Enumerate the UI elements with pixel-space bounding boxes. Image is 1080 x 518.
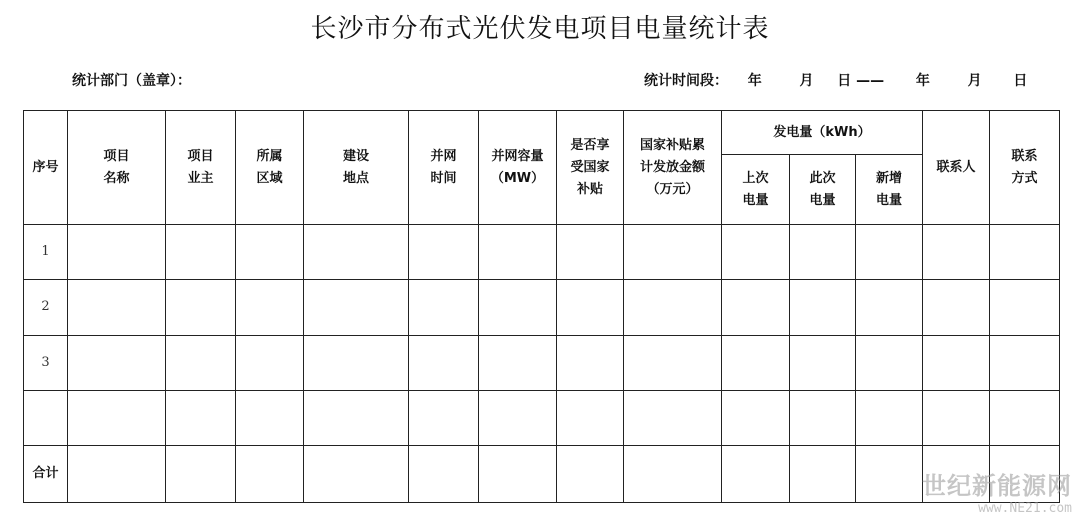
period-line [644,70,1027,90]
table-cell[interactable] [856,445,923,502]
table-row [24,225,1060,280]
table-cell[interactable] [990,225,1060,280]
table-cell[interactable] [68,390,166,445]
table-cell[interactable] [624,225,722,280]
total-row [24,445,1060,502]
total-label: 合计 [24,445,68,502]
header-row-1 [24,111,1060,155]
table-body [24,225,1060,446]
page-title: 长沙市分布式光伏发电项目电量统计表 [310,14,770,44]
table-cell[interactable] [68,335,166,390]
table-cell[interactable] [304,280,409,335]
table-cell[interactable] [624,280,722,335]
table-cell[interactable] [409,335,479,390]
table-cell[interactable] [557,280,624,335]
table-cell[interactable] [790,445,856,502]
start-year-label: 年 [747,73,762,89]
table-cell[interactable] [479,335,557,390]
header-capacity: 并网容量 （MW） [479,111,557,225]
table-cell[interactable] [68,280,166,335]
table-cell[interactable] [409,225,479,280]
table-cell[interactable] [166,280,236,335]
table-cell[interactable] [722,335,790,390]
header-location: 建设 地点 [304,111,409,225]
start-day-label: 日 [837,73,852,89]
watermark-title: 世纪新能源网 [922,472,1072,500]
table-cell[interactable] [923,335,990,390]
row-number: 3 [24,335,68,390]
table-cell[interactable] [557,225,624,280]
table-cell[interactable] [304,225,409,280]
table-cell[interactable] [304,335,409,390]
statistics-table [23,110,1060,503]
table-cell[interactable] [479,280,557,335]
table-cell[interactable] [557,390,624,445]
table-cell[interactable] [557,445,624,502]
table-cell[interactable] [856,280,923,335]
table-cell[interactable] [236,280,304,335]
header-gen-new: 新增 电量 [856,155,923,225]
table-cell[interactable] [409,445,479,502]
department-label: 统计部门（盖章）： [72,73,191,89]
table-cell[interactable] [68,445,166,502]
row-number [24,390,68,445]
table-cell[interactable] [236,225,304,280]
header-subsidy-amount: 国家补贴累 计发放金额 （万元） [624,111,722,225]
table-cell[interactable] [856,335,923,390]
table-row [24,335,1060,390]
table-cell[interactable] [722,280,790,335]
header-project-owner: 项目 业主 [166,111,236,225]
table-row [24,280,1060,335]
header-grid-time: 并网 时间 [409,111,479,225]
watermark-url: www.NE21.com [978,501,1072,516]
range-dash: —— [856,73,885,89]
header-region: 所属 区域 [236,111,304,225]
table-cell[interactable] [409,280,479,335]
end-day-label: 日 [1013,73,1028,89]
table-cell[interactable] [790,280,856,335]
header-contact: 联系人 [923,111,990,225]
table-cell[interactable] [990,280,1060,335]
table-cell[interactable] [166,335,236,390]
table-row [24,390,1060,445]
table-cell[interactable] [236,335,304,390]
table-cell[interactable] [479,225,557,280]
table-cell[interactable] [479,390,557,445]
table-cell[interactable] [624,445,722,502]
table-cell[interactable] [166,390,236,445]
row-number: 2 [24,280,68,335]
table-cell[interactable] [166,225,236,280]
table-cell[interactable] [624,390,722,445]
header-seq: 序号 [24,111,68,225]
table-cell[interactable] [790,225,856,280]
period-label: 统计时间段： [644,73,728,89]
table-cell[interactable] [166,445,236,502]
table-cell[interactable] [304,445,409,502]
table-cell[interactable] [557,335,624,390]
table-cell[interactable] [722,225,790,280]
table-cell[interactable] [790,390,856,445]
table-cell[interactable] [923,280,990,335]
table-cell[interactable] [856,390,923,445]
table-cell[interactable] [304,390,409,445]
table-cell[interactable] [479,445,557,502]
table-cell[interactable] [236,390,304,445]
header-gen-prev: 上次 电量 [722,155,790,225]
table-cell[interactable] [236,445,304,502]
table-cell[interactable] [68,225,166,280]
row-number: 1 [24,225,68,280]
table-cell[interactable] [990,390,1060,445]
watermark-logo [922,466,1072,516]
table-cell[interactable] [923,225,990,280]
table-cell[interactable] [722,445,790,502]
header-generation: 发电量（kWh） [722,111,923,155]
end-year-label: 年 [915,73,930,89]
table-cell[interactable] [990,335,1060,390]
header-subsidy: 是否享 受国家 补贴 [557,111,624,225]
end-month-label: 月 [967,73,982,89]
table-cell[interactable] [856,225,923,280]
table-cell[interactable] [624,335,722,390]
header-contact-method: 联系 方式 [990,111,1060,225]
header-project-name: 项目 名称 [68,111,166,225]
table-cell[interactable] [790,335,856,390]
table-cell[interactable] [409,390,479,445]
table-cell[interactable] [722,390,790,445]
start-month-label: 月 [799,73,814,89]
header-gen-curr: 此次 电量 [790,155,856,225]
table-cell[interactable] [923,390,990,445]
